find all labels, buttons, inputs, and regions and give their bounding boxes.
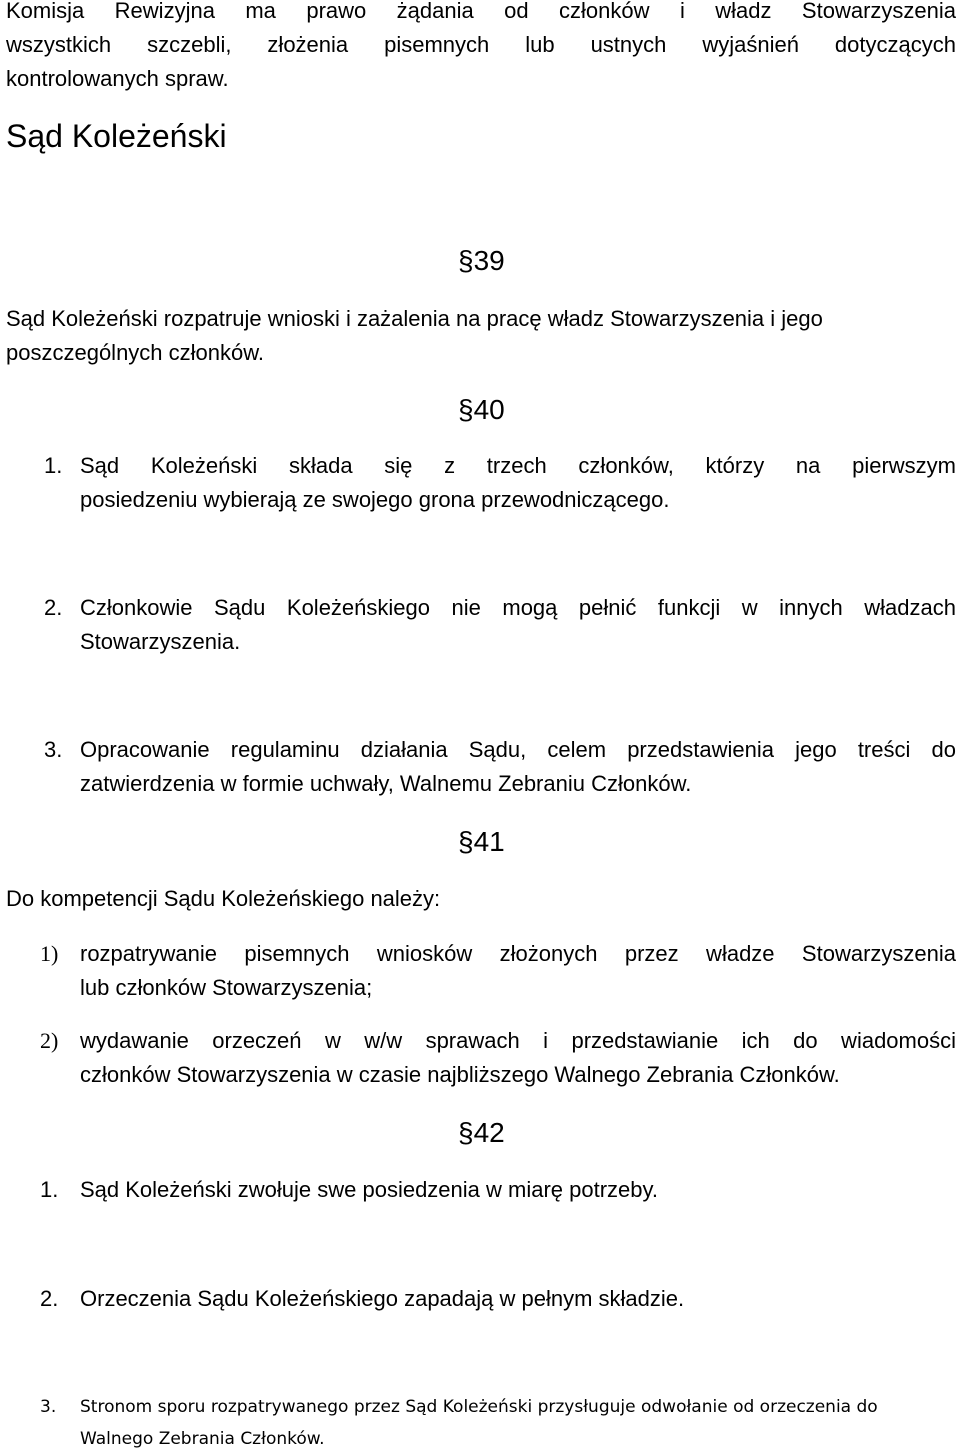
p41-item-1-number: 1) bbox=[40, 941, 59, 966]
p42-item-2-text: Orzeczenia Sądu Koleżeńskiego zapadają w pełnym składzie. bbox=[80, 1286, 685, 1311]
p41-item-2-line-1: wydawanie orzeczeń w w/w sprawach i przedstawianie ich do wiadomości bbox=[80, 1028, 956, 1053]
p40-item-1-line-1: Sąd Koleżeński składa się z trzech członków, którzy na pierwszym bbox=[80, 453, 956, 478]
paragraph-39-line-2: poszczególnych członków. bbox=[6, 340, 265, 365]
p40-item-3-number: 3. bbox=[44, 737, 63, 762]
p42-item-1-number: 1. bbox=[40, 1177, 59, 1202]
p41-item-1-line-1: rozpatrywanie pisemnych wniosków złożonych przez władze Stowarzyszenia bbox=[80, 941, 956, 966]
p42-item-3-line-2: Walnego Zebrania Członków. bbox=[80, 1429, 325, 1449]
p42-item-3-line-1: Stronom sporu rozpatrywanego przez Sąd Koleżeński przysługuje odwołanie od orzeczenia do bbox=[80, 1397, 878, 1417]
intro-line-3: kontrolowanych spraw. bbox=[6, 66, 229, 91]
paragraph-41-heading: §41 bbox=[458, 826, 505, 857]
section-title: Sąd Koleżeński bbox=[6, 118, 227, 154]
p40-item-3-line-2: zatwierdzenia w formie uchwały, Walnemu Zebraniu Członków. bbox=[80, 771, 692, 796]
p41-item-1-line-2: lub członków Stowarzyszenia; bbox=[80, 975, 373, 1000]
p40-item-1-line-2: posiedzeniu wybierają ze swojego grona przewodniczącego. bbox=[80, 487, 670, 512]
p42-item-1-text: Sąd Koleżeński zwołuje swe posiedzenia w miarę potrzeby. bbox=[80, 1177, 658, 1202]
p40-item-2-line-1: Członkowie Sądu Koleżeńskiego nie mogą pełnić funkcji w innych władzach bbox=[80, 595, 956, 620]
paragraph-42-heading: §42 bbox=[458, 1117, 505, 1148]
p42-item-2-number: 2. bbox=[40, 1286, 59, 1311]
p40-item-1-number: 1. bbox=[44, 453, 63, 478]
paragraph-40-heading: §40 bbox=[458, 394, 505, 425]
paragraph-41-lead: Do kompetencji Sądu Koleżeńskiego należy: bbox=[6, 886, 441, 911]
paragraph-39-line-1: Sąd Koleżeński rozpatruje wnioski i zażalenia na pracę władz Stowarzyszenia i jego bbox=[6, 306, 823, 331]
intro-line-1: Komisja Rewizyjna ma prawo żądania od członków i władz Stowarzyszenia bbox=[6, 0, 956, 23]
p40-item-2-number: 2. bbox=[44, 595, 63, 620]
intro-line-2: wszystkich szczebli, złożenia pisemnych lub ustnych wyjaśnień dotyczących bbox=[6, 32, 956, 57]
p40-item-3-line-1: Opracowanie regulaminu działania Sądu, celem przedstawienia jego treści do bbox=[80, 737, 956, 762]
p41-item-2-number: 2) bbox=[40, 1028, 59, 1053]
p40-item-2-line-2: Stowarzyszenia. bbox=[80, 629, 241, 654]
paragraph-39-heading: §39 bbox=[458, 245, 505, 276]
p41-item-2-line-2: członków Stowarzyszenia w czasie najbliższego Walnego Zebrania Członków. bbox=[80, 1062, 840, 1087]
p42-item-3-number: 3. bbox=[40, 1397, 57, 1417]
